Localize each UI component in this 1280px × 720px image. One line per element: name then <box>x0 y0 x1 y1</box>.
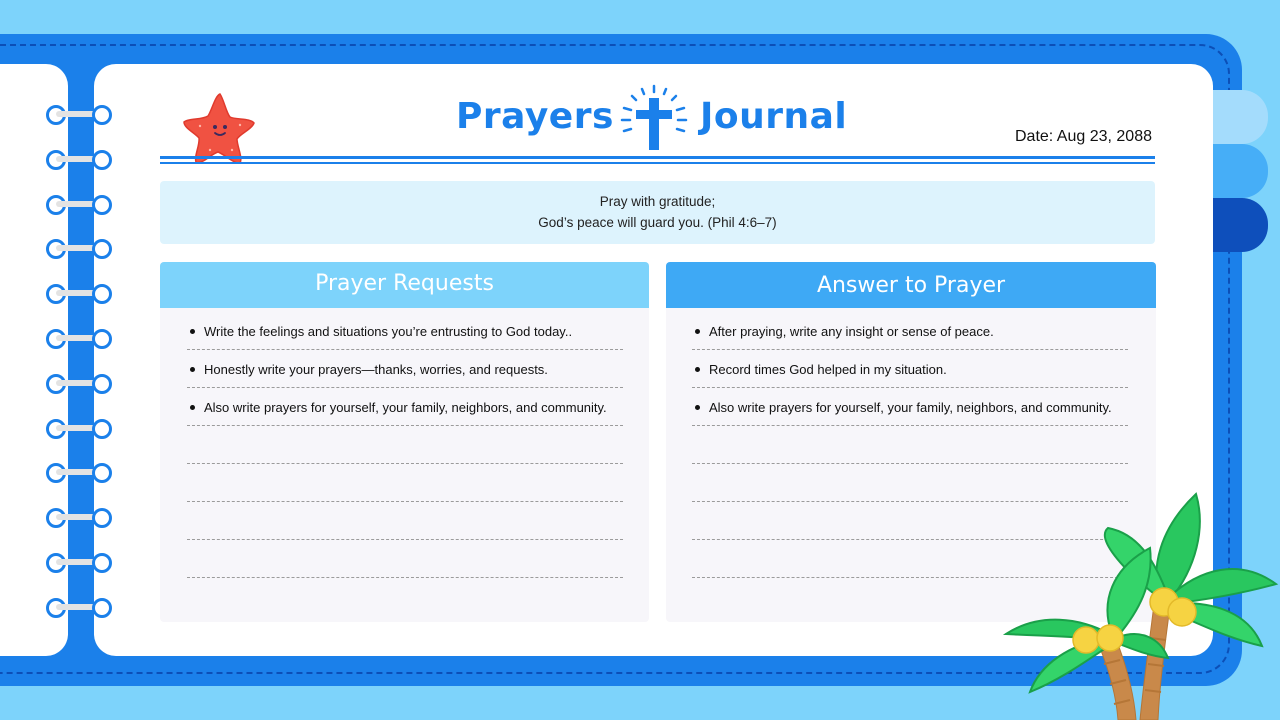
bullet-icon <box>695 329 700 334</box>
prayer-request-item: Also write prayers for yourself, your family, neighbors, and community. <box>204 400 607 415</box>
journal-title <box>456 96 846 154</box>
prayer-request-line[interactable] <box>187 540 623 578</box>
prayer-answer-item: After praying, write any insight or sense of peace. <box>709 324 994 339</box>
header-rule <box>160 156 1155 159</box>
prayer-request-line[interactable] <box>187 426 623 464</box>
prayer-request-line[interactable] <box>187 350 623 388</box>
cross-icon <box>618 84 690 156</box>
spiral-ring-icon <box>46 195 112 211</box>
journal-date: Date: Aug 23, 2088 <box>1015 128 1152 145</box>
notebook-tab-2[interactable] <box>1212 144 1268 198</box>
spiral-ring-icon <box>46 374 112 390</box>
spiral-ring-icon <box>46 105 112 121</box>
header-rule-thin <box>160 162 1155 164</box>
prayer-answer-item: Record times God helped in my situation. <box>709 362 947 377</box>
verse-line-1: Pray with gratitude; <box>599 194 716 209</box>
prayer-request-line[interactable] <box>187 312 623 350</box>
bullet-icon <box>695 405 700 410</box>
spiral-ring-icon <box>46 329 112 345</box>
spiral-ring-icon <box>46 553 112 569</box>
prayer-request-item: Honestly write your prayers—thanks, worries, and requests. <box>204 362 548 377</box>
bullet-icon <box>190 329 195 334</box>
prayer-request-line[interactable] <box>187 464 623 502</box>
prayer-answer-line[interactable] <box>692 426 1128 464</box>
spiral-ring-icon <box>46 284 112 300</box>
palm-tree-icon <box>1000 488 1280 720</box>
spiral-ring-icon <box>46 150 112 166</box>
verse-line-2: God’s peace will guard you. (Phil 4:6–7) <box>538 215 777 230</box>
prayer-request-line[interactable] <box>187 502 623 540</box>
spiral-ring-icon <box>46 419 112 435</box>
scripture-verse-box <box>160 181 1155 244</box>
spiral-ring-icon <box>46 463 112 479</box>
prayer-request-line[interactable] <box>187 388 623 426</box>
bullet-icon <box>695 367 700 372</box>
notebook-tab-1[interactable] <box>1212 90 1268 144</box>
prayer-request-item: Write the feelings and situations you’re entrusting to God today.. <box>204 324 573 339</box>
spiral-ring-icon <box>46 508 112 524</box>
title-word-prayers: Prayers <box>456 96 614 137</box>
prayer-requests-heading: Prayer Requests <box>160 262 649 308</box>
spiral-ring-icon <box>46 239 112 255</box>
title-word-journal: Journal <box>700 96 848 137</box>
prayer-requests-lines[interactable] <box>187 312 623 578</box>
answer-to-prayer-heading: Answer to Prayer <box>666 262 1156 308</box>
prayer-answer-line[interactable] <box>692 350 1128 388</box>
prayer-answer-item: Also write prayers for yourself, your family, neighbors, and community. <box>709 400 1112 415</box>
bullet-icon <box>190 367 195 372</box>
notebook-tab-3[interactable] <box>1212 198 1268 252</box>
prayer-answer-line[interactable] <box>692 312 1128 350</box>
bullet-icon <box>190 405 195 410</box>
spiral-ring-icon <box>46 598 112 614</box>
prayer-answer-line[interactable] <box>692 388 1128 426</box>
prayer-requests-card <box>160 262 649 622</box>
